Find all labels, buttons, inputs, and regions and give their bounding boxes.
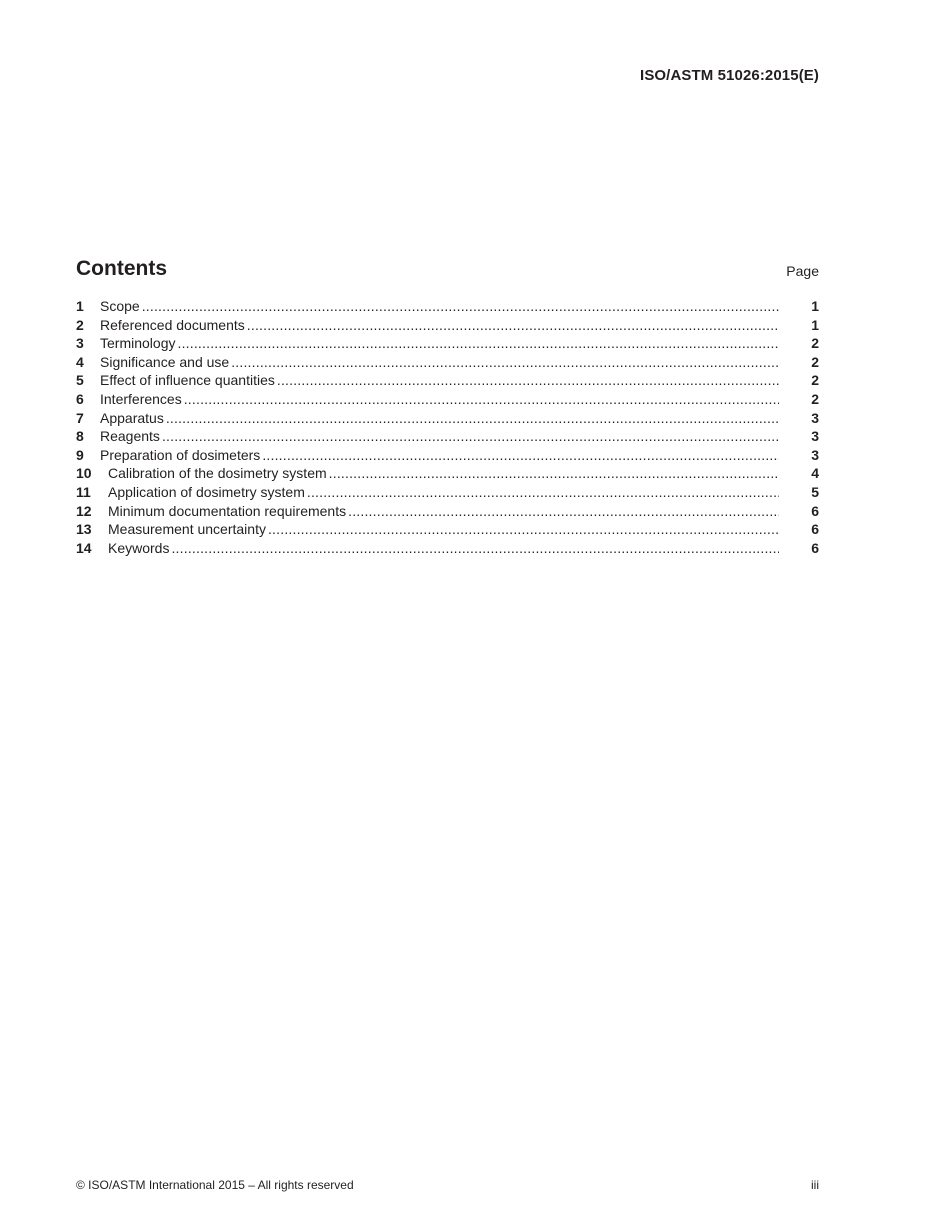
toc-entry[interactable] xyxy=(76,353,819,372)
toc-leader-dots xyxy=(268,520,779,539)
toc-leader-dots xyxy=(166,409,779,428)
toc-entry-line xyxy=(100,316,779,335)
toc-entry-page: 5 xyxy=(811,483,819,500)
toc-entry-page: 1 xyxy=(811,316,819,333)
toc-entry-title: Minimum documentation requirements xyxy=(108,502,347,519)
toc-leader-dots xyxy=(307,483,779,502)
toc-entry-line xyxy=(100,334,779,353)
toc-entry-number: 14 xyxy=(76,539,92,556)
toc-leader-dots xyxy=(171,539,779,558)
toc-leader-dots xyxy=(184,390,779,409)
toc-entry[interactable] xyxy=(76,390,819,409)
toc-entry-title: Calibration of the dosimetry system xyxy=(108,465,327,482)
table-of-contents xyxy=(76,297,819,557)
toc-leader-dots xyxy=(277,371,779,390)
toc-entry-title: Reagents xyxy=(100,428,160,445)
toc-entry-page: 1 xyxy=(811,298,819,314)
toc-entry-number: 7 xyxy=(76,409,84,426)
toc-entry-title: Interferences xyxy=(100,390,182,407)
toc-entry-number: 4 xyxy=(76,353,84,370)
toc-entry-page: 2 xyxy=(811,390,819,407)
toc-entry[interactable] xyxy=(76,539,819,558)
toc-entry-page: 3 xyxy=(811,409,819,426)
toc-entry-page: 4 xyxy=(811,465,819,482)
toc-entry[interactable] xyxy=(76,446,819,465)
toc-leader-dots xyxy=(177,334,779,353)
toc-entry-number: 3 xyxy=(76,335,84,352)
toc-entry-line xyxy=(100,427,779,446)
toc-entry-title: Referenced documents xyxy=(100,316,245,333)
toc-entry-line xyxy=(100,409,779,428)
toc-entry-title: Terminology xyxy=(100,335,176,352)
toc-entry-number: 12 xyxy=(76,502,92,519)
toc-entry-page: 3 xyxy=(811,428,819,445)
toc-entry[interactable] xyxy=(76,502,819,521)
toc-entry-number: 6 xyxy=(76,390,84,407)
toc-entry-page: 6 xyxy=(811,521,819,538)
toc-entry[interactable] xyxy=(76,520,819,539)
toc-entry-page: 2 xyxy=(811,353,819,370)
page-column-label: Page xyxy=(786,263,819,279)
toc-entry-number: 8 xyxy=(76,428,84,445)
toc-entry-line xyxy=(108,539,779,558)
contents-header xyxy=(76,257,819,283)
toc-entry[interactable] xyxy=(76,464,819,483)
toc-leader-dots xyxy=(162,427,779,446)
toc-leader-dots xyxy=(247,316,779,335)
toc-entry-number: 13 xyxy=(76,521,92,538)
toc-entry-line xyxy=(108,502,779,521)
toc-leader-dots xyxy=(329,464,779,483)
toc-entry-line xyxy=(108,464,779,483)
toc-entry[interactable] xyxy=(76,316,819,335)
toc-entry-number: 1 xyxy=(76,298,84,314)
toc-entry-page: 6 xyxy=(811,502,819,519)
toc-entry-title: Apparatus xyxy=(100,409,164,426)
toc-entry-title: Scope xyxy=(100,298,140,314)
toc-entry[interactable] xyxy=(76,483,819,502)
toc-leader-dots xyxy=(348,502,779,521)
toc-entry-title: Significance and use xyxy=(100,353,230,370)
toc-entry-line xyxy=(100,446,779,465)
toc-entry-page: 2 xyxy=(811,335,819,352)
toc-entry-line xyxy=(100,353,779,372)
toc-entry-page: 3 xyxy=(811,446,819,463)
toc-entry-line xyxy=(100,297,779,316)
contents-title: Contents xyxy=(76,257,167,280)
page-number: iii xyxy=(811,1178,819,1192)
toc-entry-title: Measurement uncertainty xyxy=(108,521,266,538)
document-id: ISO/ASTM 51026:2015(E) xyxy=(640,67,819,84)
toc-entry-line xyxy=(100,390,779,409)
toc-entry-line xyxy=(108,483,779,502)
toc-entry-title: Effect of influence quantities xyxy=(100,372,275,389)
toc-entry-title: Preparation of dosimeters xyxy=(100,446,261,463)
toc-entry-line xyxy=(108,520,779,539)
toc-entry-page: 2 xyxy=(811,372,819,389)
copyright-notice: © ISO/ASTM International 2015 – All rights reserved xyxy=(76,1178,354,1192)
toc-leader-dots xyxy=(262,446,779,465)
toc-entry-page: 6 xyxy=(811,539,819,556)
toc-entry-number: 5 xyxy=(76,372,84,389)
toc-entry-title: Application of dosimetry system xyxy=(108,483,305,500)
toc-leader-dots xyxy=(142,297,779,316)
toc-entry[interactable] xyxy=(76,334,819,353)
toc-entry-number: 2 xyxy=(76,316,84,333)
toc-entry-number: 9 xyxy=(76,446,84,463)
toc-entry[interactable] xyxy=(76,427,819,446)
toc-entry-line xyxy=(100,371,779,390)
toc-entry[interactable] xyxy=(76,297,819,316)
toc-entry[interactable] xyxy=(76,409,819,428)
toc-leader-dots xyxy=(231,353,779,372)
toc-entry-number: 11 xyxy=(76,483,91,500)
toc-entry-title: Keywords xyxy=(108,539,170,556)
toc-entry[interactable] xyxy=(76,371,819,390)
toc-entry-number: 10 xyxy=(76,465,92,482)
